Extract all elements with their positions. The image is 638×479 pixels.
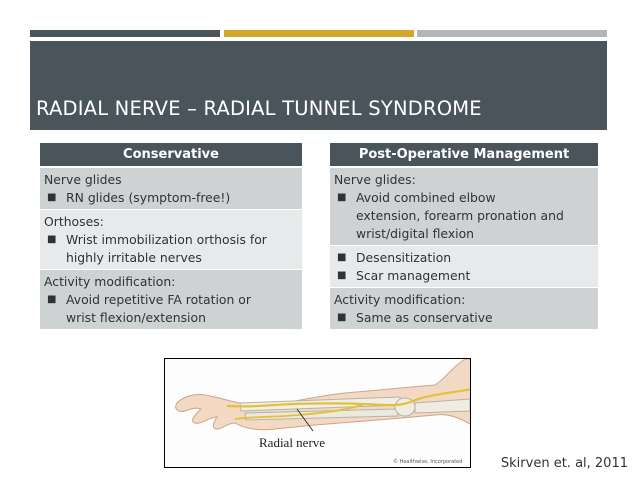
conservative-header: Conservative — [40, 143, 302, 167]
section-heading: Activity modification: — [44, 274, 176, 289]
arm-skin-shape — [176, 359, 471, 430]
bullet-square-icon: ■ — [337, 192, 347, 203]
post-operative-table — [330, 143, 598, 330]
bullet-text-line: extension, forearm pronation and — [356, 208, 564, 223]
post-operative-header: Post-Operative Management — [330, 143, 598, 167]
section-heading: Nerve glides: — [334, 172, 416, 187]
table-cell — [40, 167, 302, 210]
bullet-text-line: Wrist immobilization orthosis for — [66, 232, 267, 247]
bullet-text-line: Avoid combined elbow — [356, 190, 496, 205]
citation: Skirven et. al, 2011 — [500, 456, 628, 471]
bullet-item — [44, 291, 296, 327]
bullet-item — [44, 231, 296, 267]
table-cell — [330, 246, 598, 288]
arm-drawing — [165, 359, 471, 468]
bullet-item — [334, 267, 592, 285]
table-row — [40, 210, 302, 270]
section-heading: Nerve glides — [44, 172, 122, 187]
illustration-credit: © Healthwise, Incorporated — [393, 459, 463, 465]
bullet-text-line: RN glides (symptom-free!) — [66, 190, 231, 205]
table-row — [40, 167, 302, 210]
bullet-text-line: Scar management — [356, 268, 471, 283]
table-cell — [330, 288, 598, 330]
bullet-item — [334, 189, 592, 243]
bullet-text-line: highly irritable nerves — [66, 250, 202, 265]
bullet-square-icon: ■ — [47, 294, 57, 305]
table-cell — [40, 270, 302, 330]
table-row — [330, 288, 598, 330]
bullet-text-line: Avoid repetitive FA rotation or — [66, 292, 251, 307]
bullet-item — [334, 249, 592, 267]
bullet-text-line: Desensitization — [356, 250, 452, 265]
bullet-text-line: wrist flexion/extension — [66, 310, 206, 325]
section-heading: Activity modification: — [334, 292, 466, 307]
table-row — [330, 246, 598, 288]
top-bar-dark — [30, 30, 220, 37]
bullet-text-line: wrist/digital flexion — [356, 226, 475, 241]
bullet-item — [44, 189, 296, 207]
arm-illustration — [164, 358, 471, 468]
section-heading: Orthoses: — [44, 214, 104, 229]
bullet-text-line: Same as conservative — [356, 310, 493, 325]
table-row — [330, 167, 598, 246]
bullet-square-icon: ■ — [47, 192, 57, 203]
top-bar-gold — [224, 30, 414, 37]
radial-nerve-label: Radial nerve — [259, 435, 326, 450]
title-banner — [30, 41, 607, 130]
bullet-square-icon: ■ — [337, 252, 347, 263]
slide-title: RADIAL NERVE – RADIAL TUNNEL SYNDROME — [36, 97, 482, 120]
bullet-item — [334, 309, 592, 327]
table-cell — [330, 167, 598, 246]
table-cell — [40, 210, 302, 270]
conservative-table — [40, 143, 302, 330]
bullet-square-icon: ■ — [47, 234, 57, 245]
bullet-square-icon: ■ — [337, 312, 347, 323]
top-bar-gray — [417, 30, 607, 37]
bullet-square-icon: ■ — [337, 270, 347, 281]
table-row — [40, 270, 302, 330]
